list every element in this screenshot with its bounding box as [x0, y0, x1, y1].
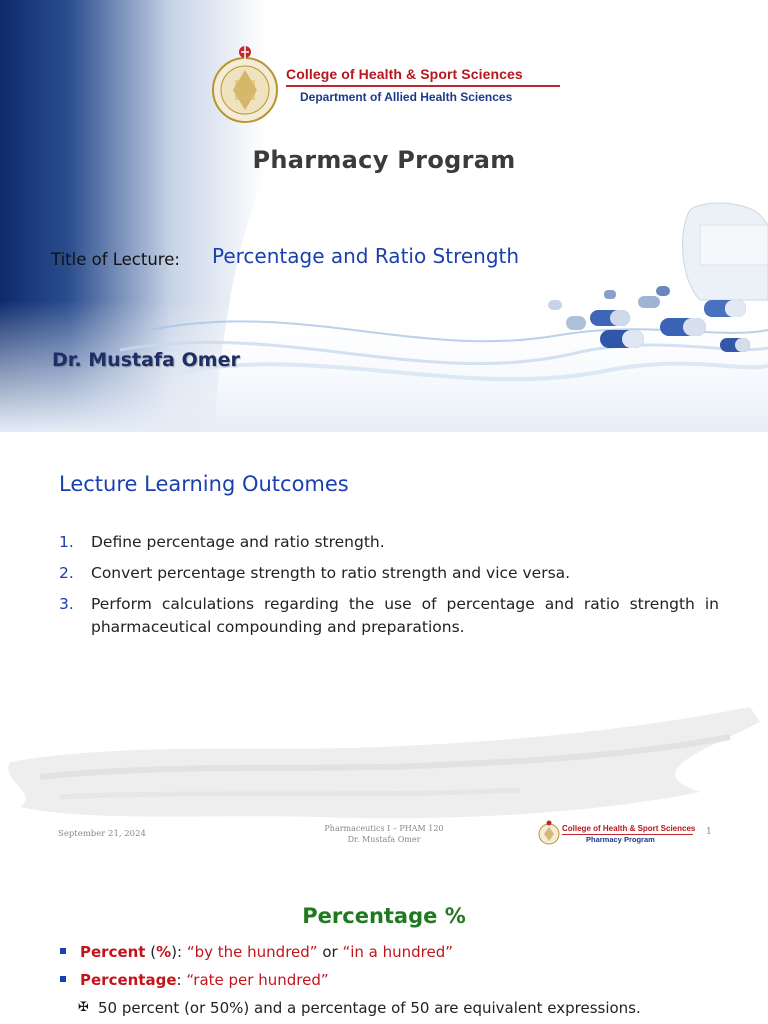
list-item	[59, 531, 719, 554]
sub-list-item-text: 50 percent (or 50%) and a percentage of 50 are equivalent expressions.	[98, 999, 641, 1017]
definition-quote: “in a hundred”	[342, 943, 454, 961]
list-item-number: 2.	[59, 564, 74, 582]
percentage-slide	[0, 864, 768, 1024]
lecture-title-label: Title of Lecture:	[51, 250, 180, 269]
maltese-cross-bullet-icon: ✠	[78, 1000, 89, 1015]
list-item-number: 3.	[59, 595, 74, 613]
title-slide	[0, 0, 768, 432]
list-item	[59, 562, 719, 585]
term-percent: Percent	[80, 943, 146, 961]
college-name: College of Health & Sport Sciences	[286, 66, 523, 82]
department-name: Department of Allied Health Sciences	[300, 90, 513, 104]
percent-symbol: %	[156, 943, 172, 961]
slide-page-number: 1	[706, 827, 712, 837]
paren-close: ):	[171, 943, 187, 961]
percentage-heading: Percentage %	[302, 904, 466, 928]
footer-course-line: Pharmaceutics I – PHAM 120	[324, 824, 444, 833]
list-item-text: Convert percentage strength to ratio strength and vice versa.	[91, 564, 571, 582]
footer-program-name: Pharmacy Program	[586, 835, 655, 844]
definitions-list	[58, 940, 738, 1020]
footer-college-name: College of Health & Sport Sciences	[562, 824, 696, 833]
square-bullet-icon	[60, 948, 66, 954]
footer-course-info	[284, 823, 484, 845]
learning-outcomes-slide	[0, 432, 768, 864]
footer-lecturer-line: Dr. Mustafa Omer	[347, 835, 421, 844]
list-item-text: Define percentage and ratio strength.	[91, 533, 385, 551]
brush-stroke-background	[0, 702, 768, 842]
footer-date: September 21, 2024	[58, 829, 146, 839]
lecture-title: Percentage and Ratio Strength	[212, 244, 520, 268]
conjunction: or	[317, 943, 343, 961]
list-item-text: Perform calculations regarding the use of percentage and ratio strength in pharmaceutical compounding and preparations.	[91, 595, 719, 636]
list-item	[59, 593, 719, 639]
college-seal-logo	[205, 40, 285, 128]
paren-open: (	[145, 943, 157, 961]
list-item-number: 1.	[59, 533, 74, 551]
definition-quote: “rate per hundred”	[186, 971, 329, 989]
program-title: Pharmacy Program	[252, 146, 516, 174]
footer-seal-logo	[537, 820, 561, 846]
pill-bottle-graphic	[683, 203, 768, 300]
outcomes-heading: Lecture Learning Outcomes	[59, 472, 349, 496]
outcomes-list	[59, 531, 719, 647]
colon: :	[176, 971, 187, 989]
lecturer-name: Dr. Mustafa Omer	[52, 349, 240, 371]
list-item	[58, 968, 738, 996]
definition-quote: “by the hundred”	[186, 943, 318, 961]
term-percentage: Percentage	[80, 971, 177, 989]
sub-list-item	[58, 996, 738, 1020]
list-item	[58, 940, 738, 968]
college-name-underline	[286, 85, 560, 87]
square-bullet-icon	[60, 976, 66, 982]
